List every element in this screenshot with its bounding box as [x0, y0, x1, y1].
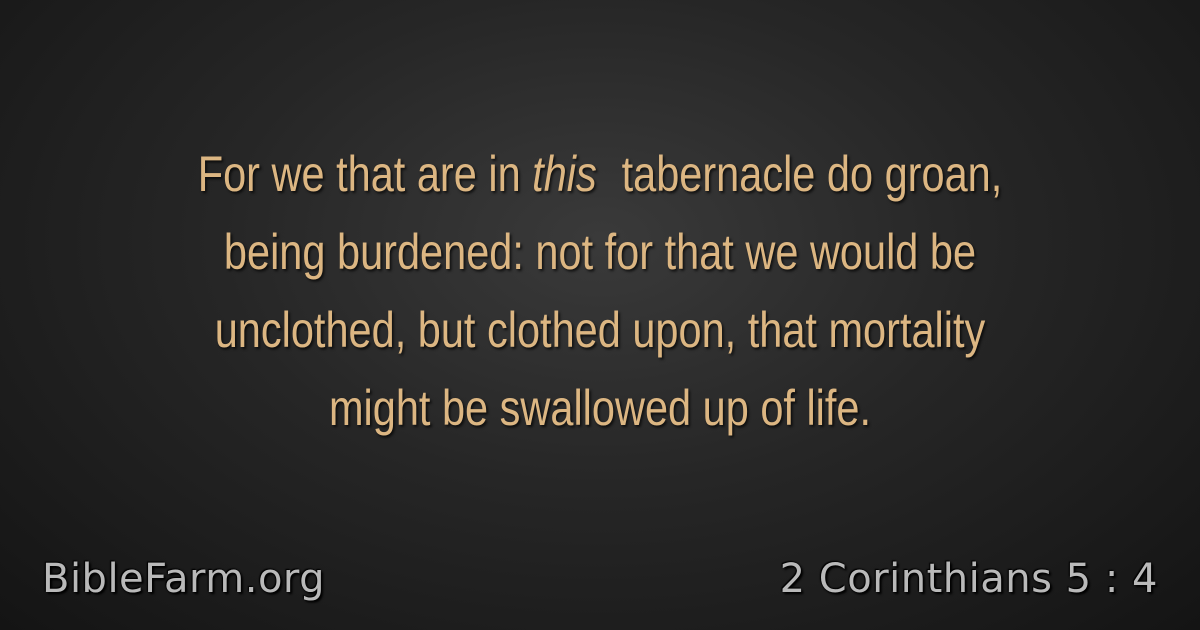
verse-reference: 2 Corinthians 5 : 4	[779, 556, 1158, 602]
verse-italic-word: this	[532, 146, 597, 202]
verse-line-1-start: For we that are in	[197, 146, 533, 202]
verse-line-4: might be swallowed up of life.	[328, 380, 872, 436]
verse-line-2: being burdened: not for that we would be	[223, 224, 977, 280]
verse-text	[102, 135, 1098, 447]
verse-line-1	[102, 135, 1098, 213]
verse-line-1-end: tabernacle do groan,	[610, 146, 1003, 202]
verse-line-3: unclothed, but clothed upon, that mortality	[214, 302, 986, 358]
site-name: BibleFarm.org	[42, 556, 326, 602]
